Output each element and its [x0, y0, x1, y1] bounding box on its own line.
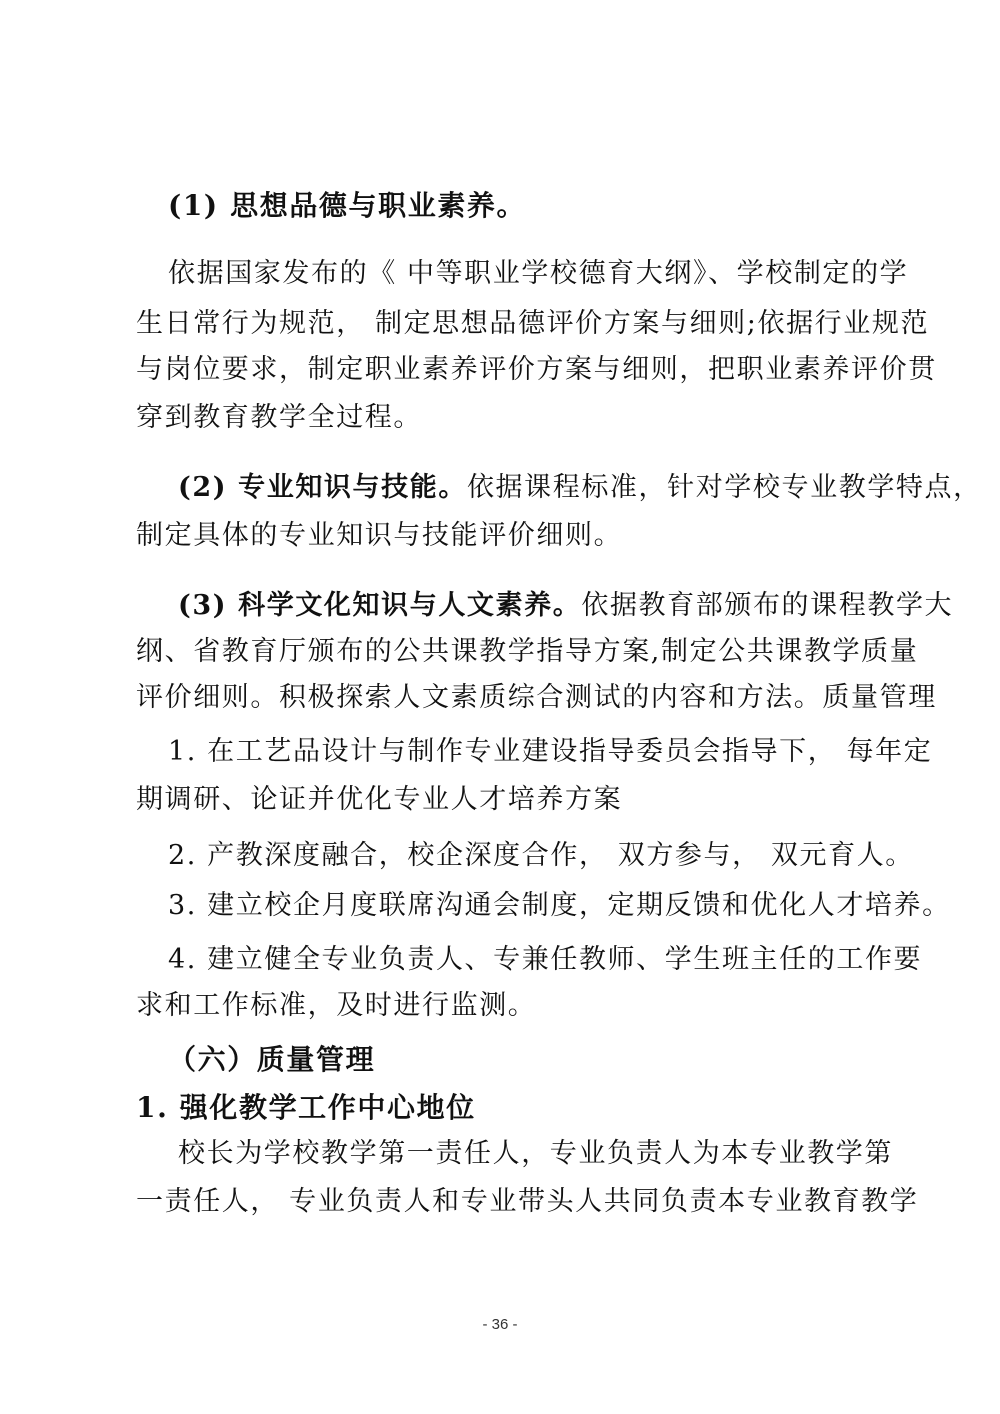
paragraph-text: 依据教育部颁布的课程教学大	[581, 590, 954, 621]
section-1-heading: (1) 思想品德与职业素养。	[168, 189, 527, 222]
list-item: 2. 产教深度融合，校企深度合作， 双方参与， 双元育人。	[168, 840, 914, 871]
paragraph-line: 制定具体的专业知识与技能评价细则。	[136, 520, 623, 551]
paragraph-line: 与岗位要求，制定职业素养评价方案与细则，把职业素养评价贯	[136, 354, 937, 385]
section-3-heading: (3) 科学文化知识与人文素养。	[178, 590, 582, 621]
section-6-heading: （六）质量管理	[168, 1043, 376, 1076]
paragraph-line: 一责任人， 专业负责人和专业带头人共同负责本专业教育教学	[136, 1186, 919, 1217]
list-item: 4. 建立健全专业负责人、专兼任教师、学生班主任的工作要	[168, 944, 923, 975]
list-item-continuation: 求和工作标准，及时进行监测。	[136, 990, 537, 1021]
subsection-1-heading: 1. 强化教学工作中心地位	[136, 1091, 476, 1124]
paragraph-line: 校长为学校教学第一责任人，专业负责人为本专业教学第	[178, 1138, 893, 1169]
list-item-continuation: 期调研、论证并优化专业人才培养方案	[136, 784, 623, 815]
paragraph-line: 穿到教育教学全过程。	[136, 402, 422, 433]
page-number: - 36 -	[482, 1316, 518, 1333]
list-item: 1. 在工艺品设计与制作专业建设指导委员会指导下， 每年定	[168, 736, 933, 767]
paragraph-line: 依据国家发布的《 中等职业学校德育大纲》、学校制定的学	[168, 258, 909, 289]
paragraph-line: 生日常行为规范， 制定思想品德评价方案与细则;依据行业规范	[136, 308, 930, 339]
paragraph-line: 纲、省教育厅颁布的公共课教学指导方案,制定公共课教学质量	[136, 636, 919, 667]
paragraph-line: 评价细则。积极探索人文素质综合测试的内容和方法。质量管理	[136, 682, 937, 713]
list-item: 3. 建立校企月度联席沟通会制度，定期反馈和优化人才培养。	[168, 890, 951, 921]
section-2-paragraph	[178, 470, 982, 506]
paragraph-text: 依据课程标准，针对学校专业教学特点，	[466, 472, 982, 503]
section-3-paragraph	[178, 588, 953, 624]
section-2-heading: (2) 专业知识与技能。	[178, 472, 467, 503]
